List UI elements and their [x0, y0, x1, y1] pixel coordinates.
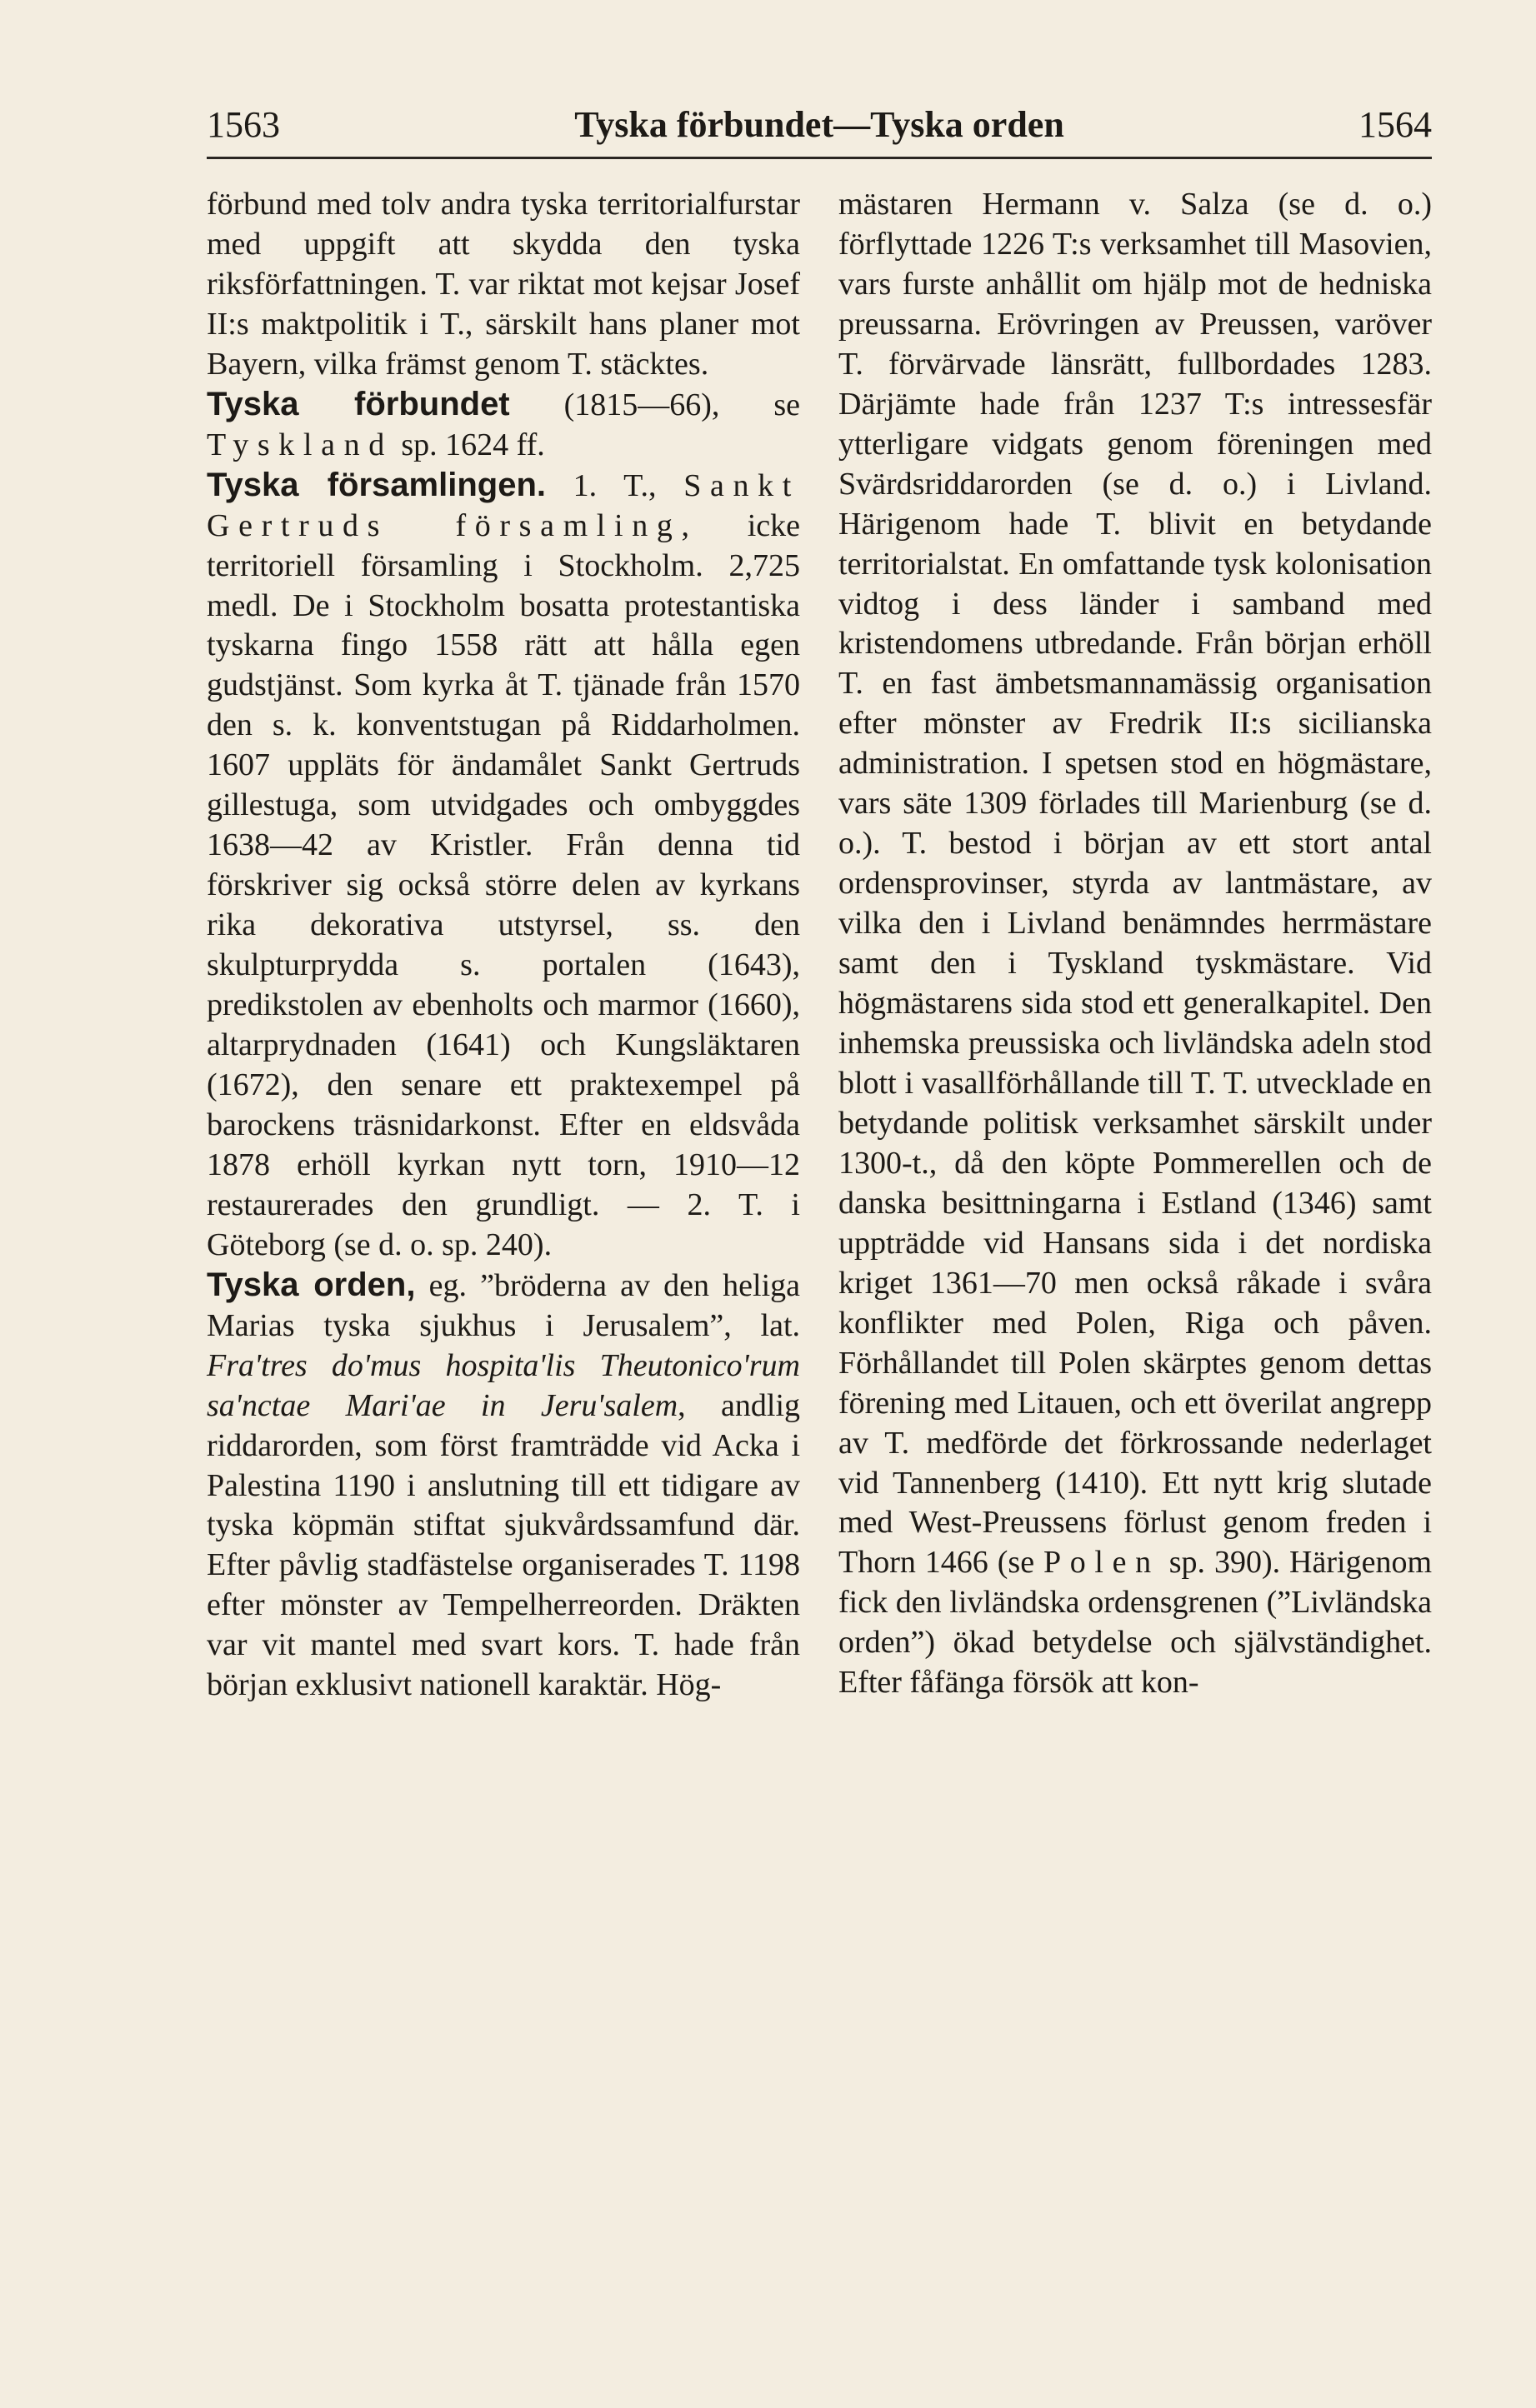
entry-tyska-orden-continued — [838, 185, 1432, 1703]
entry-text: mästaren Hermann v. Salza (se d. o.) förflyttade 1226 T:s verksamhet till Masovien, vars furste anhållit om hjälp mot de hedniska preussarna. Erövringen av Preussen, varöver T. förvärvade länsrätt, fullbordades 1283. Därjämte hade från 1237 T:s intressesfär ytterligare vidgats genom föreningen med Svärdsriddarorden (se d. o.) i Livland. Härigenom hade T. blivit en betydande territorialstat. En omfattande tysk kolonisation vidtog i dess länder i samband med kristendomens utbredande. Från början erhöll T. en fast ämbetsmannamässig organisation efter mönster av Fredrik II:s sicilianska administration. I spetsen stod en högmästare, vars säte 1309 förlades till Marienburg (se d. o.). T. bestod i början av ett stort antal ordensprovinser, styrda av lantmästare, av vilka den i Livland benämndes herrmästare samt den i Tyskland tyskmästare. Vid högmästarens sida stod ett generalkapitel. Den inhemska preussiska och livländska adeln stod blott i vasallförhållande till T. T. utvecklade en betydande politisk verksamhet särskilt under 1300-t., då den köpte Pommerellen och de danska besittningarna i Estland (1346) samt uppträdde vid Hansans sida i det nordiska kriget 1361—70 men också råkade i svåra konflikter med Polen, Riga och påven. Förhållandet till Polen skärptes genom dettas förening med Litauen, och ett överilat angrepp av T. medförde det förkrossande nederlaget vid Tannenberg (1410). Ett nytt krig slutade med West-Preussens förlust genom freden i Thorn 1466 (se — [838, 187, 1432, 1581]
headword: Tyska församlingen. — [207, 466, 546, 503]
spaced-name: Sankt Gertruds församling — [207, 467, 800, 543]
right-column — [838, 185, 1432, 1703]
entry-text: , icke territoriell församling i Stockholm. 2,725 medl. De i Stockholm bosatta protestantiska tyskarna fingo 1558 rätt att hålla egen gudstjänst. Som kyrka åt T. tjänade från 1570 den s. k. konventstugan på Riddarholmen. 1607 uppläts för ändamålet Sankt Gertruds gillestuga, som utvidgades och ombyggdes 1638—42 av Kristler. Från denna tid förskriver sig också större delen av kyrkans rika dekorativa utstyrsel, ss. den skulpturprydda s. portalen (1643), predikstolen av ebenholts och marmor (1660), altarprydnaden (1641) och Kungsläktaren (1672), den senare ett praktexempel på barockens träsnidarkonst. Efter en eldsvåda 1878 erhöll kyrkan nytt torn, 1910—12 restaurerades den grundligt. — 2. T. i Göteborg (se d. o. sp. 240). — [207, 507, 800, 1262]
latin-name: Fra'tres do'mus hospita'lis Theutonico'rum sa'nctae Mari'ae in Jeru'salem — [207, 1347, 800, 1423]
left-column — [207, 185, 800, 1706]
entry-tyska-forbundet — [207, 385, 800, 466]
headword: Tyska förbundet — [207, 385, 510, 422]
entry-text: 1. T., — [546, 467, 684, 503]
entry-tyska-forsamlingen — [207, 466, 800, 1266]
entry-continuation: förbund med tolv andra tyska territorialfurstar med uppgift att skydda den tyska riksförfattningen. T. var riktat mot kejsar Josef II:s maktpolitik i T., särskilt hans planer mot Bayern, vilka främst genom T. stäcktes. — [207, 187, 800, 382]
cross-reference: Polen — [1043, 1545, 1160, 1581]
cross-reference: Tyskland — [207, 427, 393, 462]
entry-text: sp. 1624 ff. — [393, 427, 545, 462]
entry-text: (1815—66), se — [509, 387, 800, 422]
entry-text: , andlig riddarorden, som först framträdde vid Acka i Palestina 1190 i anslutning till ett tidigare av tyska köpmän stiftat sjukvårdssamfund där. Efter påvlig stadfästelse organiserades T. 1198 efter mönster av Tempelherreorden. Dräkten var vit mantel med svart kors. T. hade från början exklusivt nationell karaktär. Hög- — [207, 1387, 801, 1703]
running-title: Tyska förbundet—Tyska orden — [574, 104, 1064, 145]
page-header — [207, 98, 1432, 159]
entry-text: sp. 390). Härigenom fick den livländska ordensgrenen (”Livländska orden”) ökad betydelse och självständighet. Efter fåfänga försök att kon- — [838, 1545, 1432, 1701]
left-page-number: 1563 — [207, 104, 280, 145]
headword: Tyska orden, — [207, 1266, 416, 1303]
entry-text: eg. ”bröderna av den heliga Marias tyska sjukhus i Jerusalem”, lat. — [207, 1267, 800, 1343]
entry-tyska-orden — [207, 1266, 800, 1706]
right-page-number: 1564 — [1358, 104, 1432, 145]
